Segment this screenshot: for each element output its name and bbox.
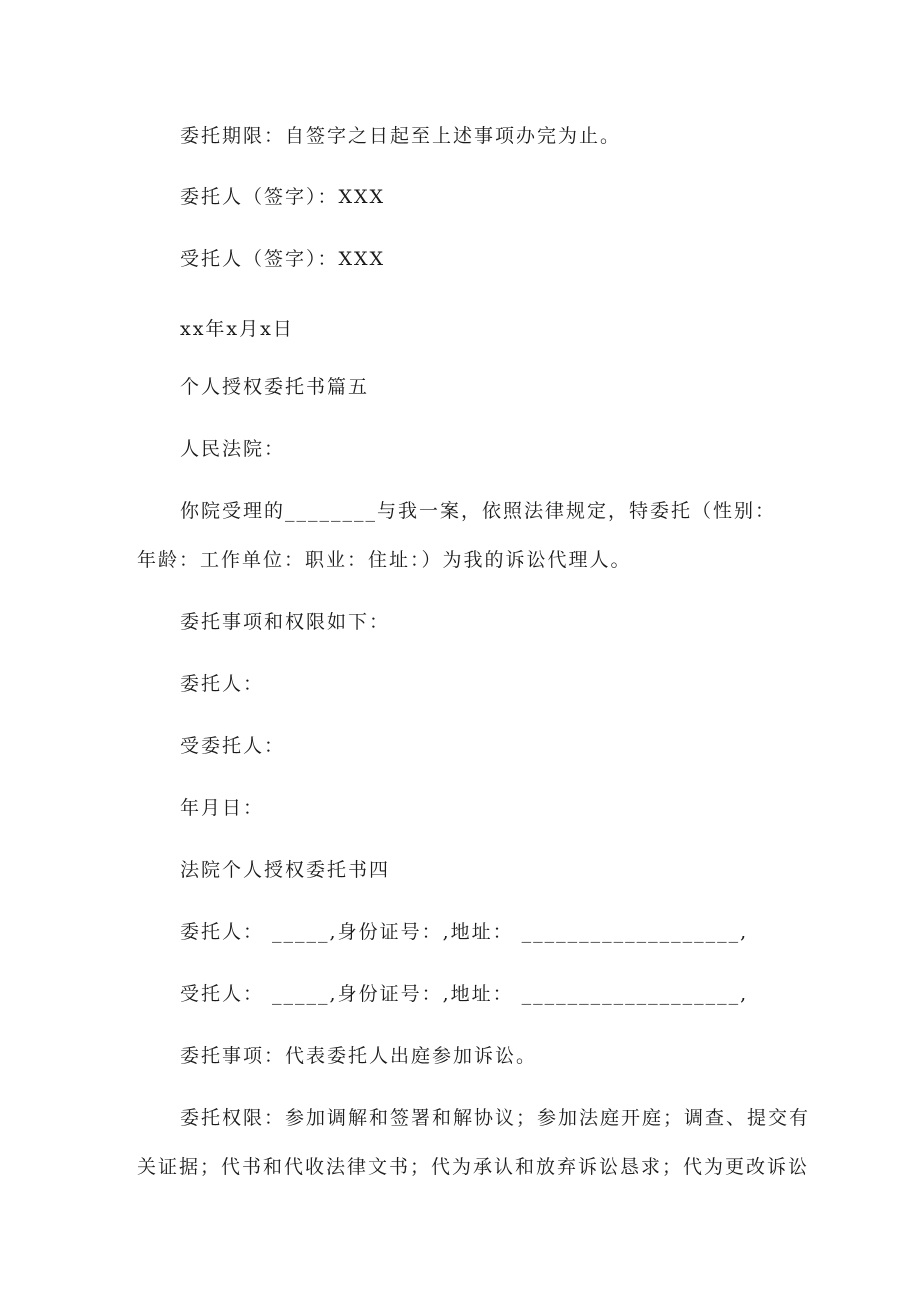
text-line-agent-id: 受托人： _____,身份证号：,地址： ___________________,	[180, 983, 749, 1005]
paragraph-authority-line-2: 关证据；代书和代收法律文书；代为承认和放弃诉讼恳求；代为更改诉讼	[137, 1156, 810, 1178]
paragraph-case-line-2: 年龄：工作单位：职业：住址：）为我的诉讼代理人。	[137, 549, 632, 571]
text-line-date: xx年x月x日	[180, 318, 294, 340]
text-line-principal: 委托人：	[180, 673, 265, 695]
text-line-matters-heading: 委托事项和权限如下：	[180, 611, 391, 633]
text-line-term: 委托期限：自签字之日起至上述事项办完为止。	[180, 125, 622, 147]
text-line-agent: 受委托人：	[180, 735, 286, 757]
text-line-principal-id: 委托人： _____,身份证号：,地址： ___________________,	[180, 921, 749, 943]
paragraph-authority-line-1: 委托权限：参加调解和签署和解协议；参加法庭开庭；调查、提交有	[180, 1107, 811, 1129]
text-line-court: 人民法院：	[180, 438, 286, 460]
text-line-principal-signature: 委托人（签字）：XXX	[180, 186, 386, 208]
section-title-four: 法院个人授权委托书四	[180, 859, 391, 881]
text-line-date-blank: 年月日：	[180, 797, 265, 819]
text-line-entrusted-matters: 委托事项：代表委托人出庭参加诉讼。	[180, 1045, 538, 1067]
section-title-five: 个人授权委托书篇五	[180, 376, 370, 398]
text-line-agent-signature: 受托人（签字）：XXX	[180, 248, 386, 270]
paragraph-case-line-1: 你院受理的________与我一案，依照法律规定，特委托（性别：	[180, 500, 777, 522]
